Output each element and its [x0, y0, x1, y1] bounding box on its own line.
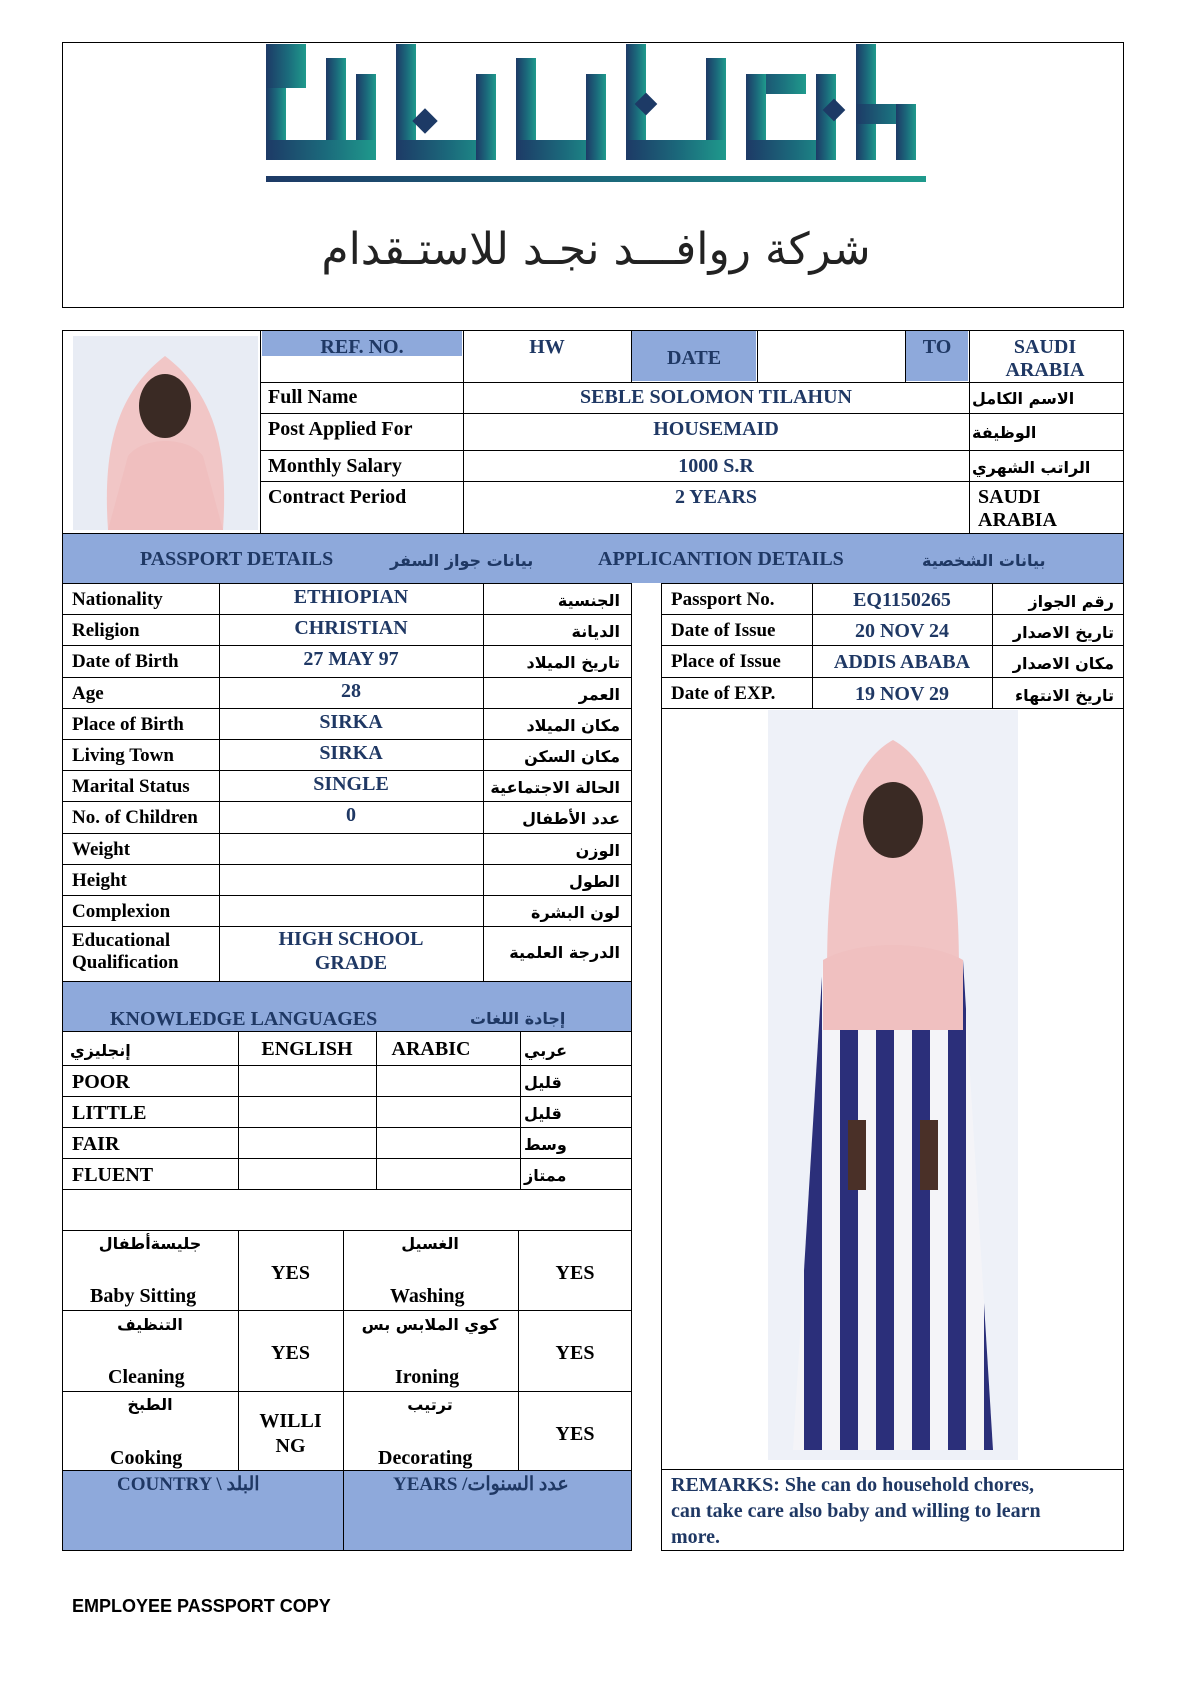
level-fluent: FLUENT	[72, 1164, 154, 1186]
issue-date-value: 20 NOV 24	[854, 620, 950, 642]
date-label: DATE	[666, 347, 722, 369]
remarks-line2: can take care also baby and willing to learn	[671, 1500, 1041, 1522]
education-value-line2: GRADE	[314, 952, 388, 974]
to-value-line2: ARABIA	[1005, 359, 1085, 381]
weight-label: Weight	[72, 839, 131, 860]
children-value: 0	[346, 804, 356, 826]
religion-value: CHRISTIAN	[294, 617, 408, 639]
ref-label: REF. NO.	[320, 336, 404, 358]
spacer-row	[62, 1189, 632, 1231]
decorating-value: YES	[555, 1423, 595, 1445]
remarks-line1: REMARKS: She can do household chores,	[671, 1474, 1035, 1496]
marital-status-label: Marital Status	[72, 776, 190, 797]
footer-label: EMPLOYEE PASSPORT COPY	[72, 1596, 331, 1616]
place-of-birth-label: Place of Birth	[72, 714, 184, 735]
expiry-ar: تاريخ الانتهاء	[1014, 686, 1114, 705]
expiry-value: 19 NOV 29	[854, 683, 950, 705]
education-label-line2: Qualification	[72, 952, 179, 973]
experience-country-header: COUNTRY \ البلد	[117, 1474, 260, 1495]
applicant-portrait-photo	[73, 336, 258, 530]
height-label: Height	[72, 870, 127, 891]
contract-label: Contract Period	[268, 486, 407, 508]
english-header-ar: إنجليزي	[70, 1041, 131, 1060]
passport-details-title-ar: بيانات جواز السفر	[390, 551, 534, 570]
salary-ar: الراتب الشهري	[972, 458, 1091, 477]
religion-ar: الديانة	[571, 622, 620, 641]
full-name-value: SEBLE SOLOMON TILAHUN	[580, 386, 852, 408]
level-poor: POOR	[72, 1071, 130, 1093]
nationality-value: ETHIOPIAN	[293, 586, 409, 608]
nationality-label: Nationality	[72, 589, 163, 610]
age-value: 28	[341, 680, 361, 702]
issue-date-label: Date of Issue	[671, 620, 776, 641]
baby-sitting-value: YES	[271, 1262, 310, 1284]
post-ar: الوظيفة	[972, 423, 1037, 442]
level-fair-ar: وسط	[524, 1135, 567, 1154]
religion-label: Religion	[72, 620, 140, 641]
dob-value: 27 MAY 97	[303, 648, 399, 670]
issue-place-label: Place of Issue	[671, 651, 781, 672]
salary-label: Monthly Salary	[268, 455, 402, 477]
issue-date-ar: تاريخ الاصدار	[1012, 623, 1114, 642]
issue-place-ar: مكان الاصدار	[1012, 654, 1114, 673]
level-fluent-ar: ممتاز	[524, 1166, 567, 1185]
languages-title: KNOWLEDGE LANGUAGES	[110, 1008, 378, 1030]
nationality-ar: الجنسية	[557, 591, 620, 610]
marital-status-value: SINGLE	[313, 773, 389, 795]
dob-ar: تاريخ الميلاد	[526, 653, 620, 672]
level-fair: FAIR	[72, 1133, 120, 1155]
complexion-ar: لون البشرة	[531, 903, 620, 922]
living-town-value: SIRKA	[319, 742, 383, 764]
arabic-header: ARABIC	[391, 1038, 471, 1060]
to-label: TO	[922, 336, 952, 358]
remarks-line3: more.	[671, 1526, 721, 1548]
cooking-value-line2: NG	[275, 1435, 306, 1457]
passport-no-label: Passport No.	[671, 589, 775, 610]
contract-country-line2: ARABIA	[978, 509, 1057, 531]
age-label: Age	[72, 683, 104, 704]
education-label-line1: Educational	[72, 930, 171, 951]
education-value-line1: HIGH SCHOOL	[278, 928, 424, 950]
children-ar: عدد الأطفال	[522, 809, 620, 828]
cleaning-ar: التنظيف	[117, 1315, 183, 1334]
application-details-title-ar: بيانات الشخصية	[922, 551, 1046, 570]
cleaning-value: YES	[271, 1342, 310, 1364]
passport-details-title: PASSPORT DETAILS	[140, 548, 334, 570]
education-ar: الدرجة العلمية	[509, 943, 620, 962]
post-value: HOUSEMAID	[653, 418, 779, 440]
baby-sitting-label: Baby Sitting	[90, 1285, 197, 1307]
place-of-birth-value: SIRKA	[319, 711, 383, 733]
languages-title-ar: إجادة اللغات	[470, 1009, 566, 1028]
complexion-label: Complexion	[72, 901, 171, 922]
ref-value: HW	[529, 336, 565, 358]
application-details-title: APPLICANTION DETAILS	[598, 548, 844, 570]
level-poor-ar: قليل	[524, 1073, 562, 1092]
passport-no-ar: رقم الجواز	[1028, 592, 1114, 611]
contract-value: 2 YEARS	[674, 486, 758, 508]
to-value-line1: SAUDI	[1013, 336, 1077, 358]
english-header: ENGLISH	[261, 1038, 353, 1060]
arabic-header-ar: عربي	[524, 1041, 568, 1060]
place-of-birth-ar: مكان الميلاد	[526, 716, 620, 735]
expiry-label: Date of EXP.	[671, 683, 776, 704]
weight-ar: الوزن	[575, 841, 620, 860]
full-name-ar: الاسم الكامل	[972, 389, 1075, 408]
issue-place-value: ADDIS ABABA	[833, 651, 971, 673]
experience-years-header: YEARS /عدد السنوات	[393, 1474, 569, 1495]
ironing-value: YES	[555, 1342, 595, 1364]
applicant-full-body-photo	[768, 710, 1018, 1460]
level-little: LITTLE	[72, 1102, 147, 1124]
cleaning-label: Cleaning	[108, 1366, 185, 1388]
cooking-label: Cooking	[110, 1447, 183, 1469]
living-town-ar: مكان السكن	[524, 747, 620, 766]
company-logo	[266, 44, 926, 184]
washing-label: Washing	[390, 1285, 465, 1307]
dob-label: Date of Birth	[72, 651, 179, 672]
washing-value: YES	[555, 1262, 595, 1284]
post-label: Post Applied For	[268, 418, 413, 440]
baby-sitting-ar: جليسةأطفال	[98, 1234, 202, 1253]
living-town-label: Living Town	[72, 745, 174, 766]
height-ar: الطول	[569, 872, 620, 891]
marital-status-ar: الحالة الاجتماعية	[490, 778, 620, 797]
level-little-ar: قليل	[524, 1104, 562, 1123]
ironing-ar: كوي الملابس بس	[361, 1315, 499, 1334]
children-label: No. of Children	[72, 807, 198, 828]
company-name-arabic: شركة روافـــد نجـد للاستـقدام	[321, 224, 871, 275]
age-ar: العمر	[578, 685, 620, 704]
full-name-label: Full Name	[268, 386, 358, 408]
cooking-ar: الطبخ	[127, 1395, 173, 1414]
decorating-ar: ترتيب	[407, 1395, 453, 1414]
cooking-value-line1: WILLI	[259, 1410, 322, 1432]
ironing-label: Ironing	[395, 1366, 460, 1388]
passport-no-value: EQ1150265	[853, 589, 951, 611]
contract-country-line1: SAUDI	[978, 486, 1041, 508]
decorating-label: Decorating	[378, 1447, 473, 1469]
washing-ar: الغسيل	[401, 1234, 459, 1253]
salary-value: 1000 S.R	[678, 455, 754, 477]
